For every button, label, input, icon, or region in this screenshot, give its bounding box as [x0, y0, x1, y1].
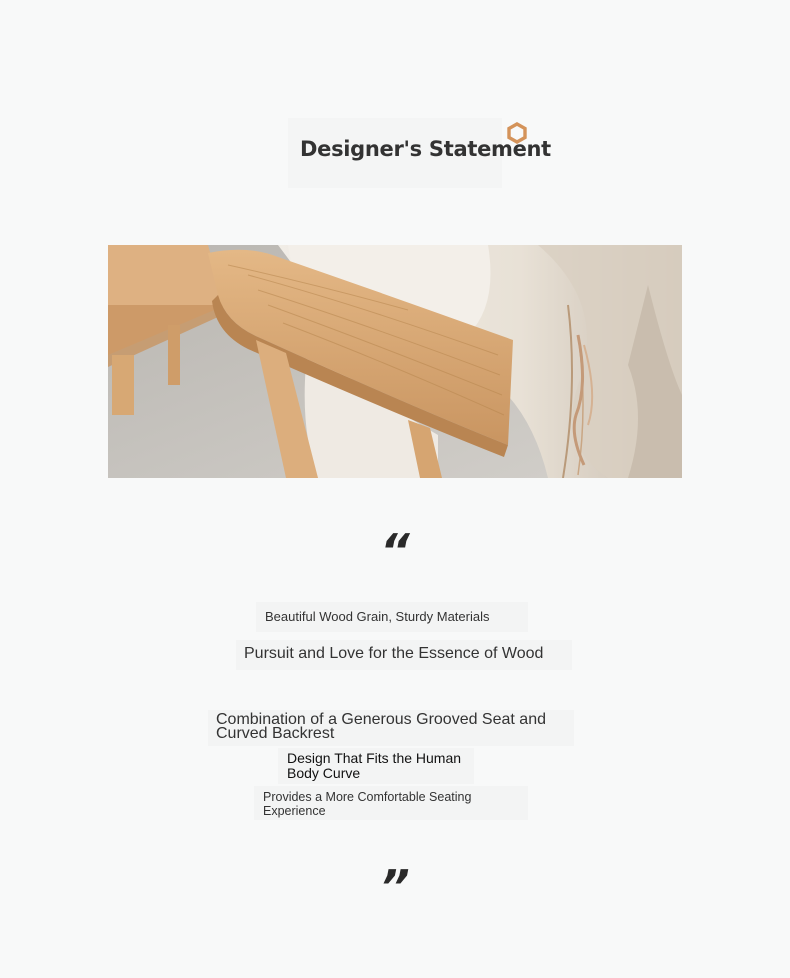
close-quote-mark: ”: [380, 860, 410, 914]
open-quote-mark: “: [380, 524, 410, 578]
statement-line-essence: Pursuit and Love for the Essence of Wood: [244, 645, 544, 662]
statement-line-seat-backrest: Combination of a Generous Grooved Seat and Curved Backrest: [216, 711, 546, 742]
hexagon-icon: [506, 122, 528, 144]
statement-line-body-curve: Design That Fits the Human Body Curve: [287, 750, 462, 781]
statement-line-comfort: Provides a More Comfortable Seating Experience: [263, 790, 472, 818]
chair-photo: [108, 245, 682, 478]
statement-line-materials: Beautiful Wood Grain, Sturdy Materials: [265, 609, 490, 624]
page-title: Designer's Statement: [300, 137, 551, 161]
